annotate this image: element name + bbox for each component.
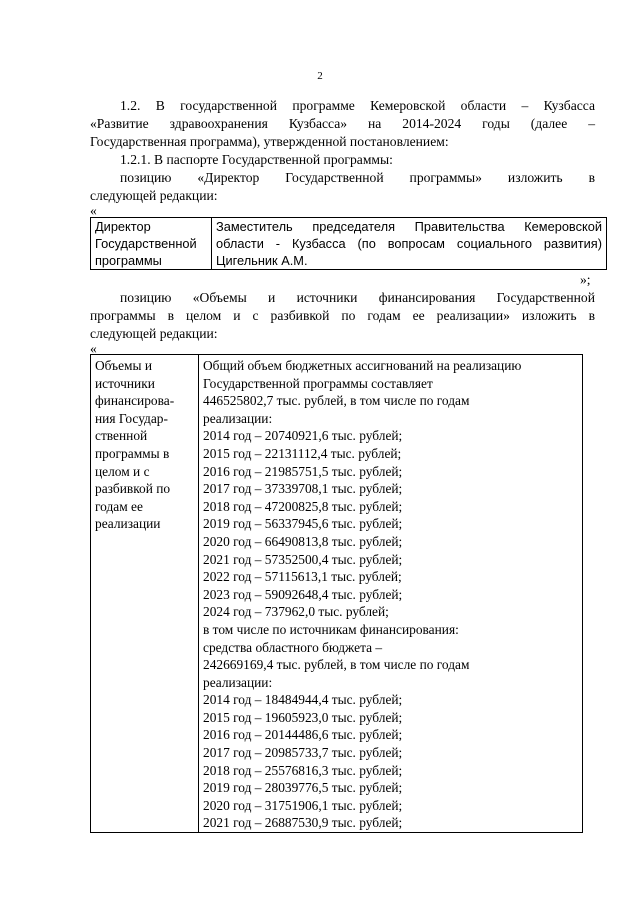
director-label-line: программы xyxy=(95,253,162,268)
volumes-value-line: 242669169,4 тыс. рублей, в том числе по годам xyxy=(203,657,470,673)
volumes-label-line: реализации xyxy=(95,516,161,532)
volumes-value-line: 2018 год – 47200825,8 тыс. рублей; xyxy=(203,498,403,514)
volumes-value-line: 2016 год – 21985751,5 тыс. рублей; xyxy=(203,463,403,479)
volumes-value-line: 446525802,7 тыс. рублей, в том числе по годам xyxy=(203,393,470,409)
volumes-table-label-cell xyxy=(91,355,199,833)
volumes-label-line: источники xyxy=(95,375,155,391)
volumes-value-line: 2015 год – 19605923,0 тыс. рублей; xyxy=(203,709,403,725)
volumes-label-line: ния Государ- xyxy=(95,410,168,426)
volumes-value-line: реализации: xyxy=(203,674,273,690)
para-director-line-1: позицию «Директор Государственной программы» изложить в xyxy=(120,170,595,185)
director-table xyxy=(90,217,607,270)
director-label-line: Государственной xyxy=(95,236,197,251)
volumes-value-line: 2021 год – 26887530,9 тыс. рублей; xyxy=(203,815,403,831)
volumes-value-line: 2014 год – 18484944,4 тыс. рублей; xyxy=(203,692,403,708)
volumes-label-line: разбивкой по xyxy=(95,481,171,497)
director-table-label-cell xyxy=(91,218,212,270)
volumes-label-line: годам ее xyxy=(95,498,143,514)
director-value-line: Заместитель председателя Правительства Кемеровской xyxy=(216,219,602,234)
volumes-value-line: реализации: xyxy=(203,410,273,426)
volumes-value-line: 2017 год – 20985733,7 тыс. рублей; xyxy=(203,745,403,761)
volumes-value-line: 2018 год – 25576816,3 тыс. рублей; xyxy=(203,762,403,778)
volumes-label-line: ственной xyxy=(95,428,148,444)
para-1-2-line-2: «Развитие здравоохранения Кузбасса» на 2014-2024 годы (далее – xyxy=(90,116,595,131)
volumes-value-line: Государственной программы составляет xyxy=(203,375,433,391)
volumes-value-line: 2016 год – 20144486,6 тыс. рублей; xyxy=(203,727,403,743)
director-table-row xyxy=(91,218,607,270)
volumes-value-line: 2019 год – 56337945,6 тыс. рублей; xyxy=(203,516,403,532)
volumes-table xyxy=(90,354,583,833)
volumes-value-line: 2017 год – 37339708,1 тыс. рублей; xyxy=(203,481,403,497)
volumes-value-line: 2023 год – 59092648,4 тыс. рублей; xyxy=(203,586,403,602)
para-volumes-line-1: позицию «Объемы и источники финансирования Государственной xyxy=(120,290,595,305)
para-volumes-line-2: программы в целом и с разбивкой по годам ее реализации» изложить в xyxy=(90,308,595,323)
volumes-label-line: целом и с xyxy=(95,463,150,479)
volumes-value-line: 2014 год – 20740921,6 тыс. рублей; xyxy=(203,428,403,444)
para-1-2-line-1: 1.2. В государственной программе Кемеровской области – Кузбасса xyxy=(120,98,595,113)
volumes-value-line: 2020 год – 66490813,8 тыс. рублей; xyxy=(203,533,403,549)
volumes-value-line: 2022 год – 57115613,1 тыс. рублей; xyxy=(203,569,402,585)
volumes-value-line: средства областного бюджета – xyxy=(203,639,383,655)
volumes-label-line: финансирова- xyxy=(95,393,175,409)
volumes-table-row xyxy=(91,355,583,833)
volumes-label-line: Объемы и xyxy=(95,358,153,373)
volumes-table-value-cell xyxy=(199,355,583,833)
volumes-value-line: 2019 год – 28039776,5 тыс. рублей; xyxy=(203,780,403,796)
volumes-value-line: 2020 год – 31751906,1 тыс. рублей; xyxy=(203,797,403,813)
para-1-2-line-3: Государственная программа), утвержденной постановлением: xyxy=(90,134,449,149)
volumes-value-line: 2015 год – 22131112,4 тыс. рублей; xyxy=(203,445,402,461)
close-quote-1: »; xyxy=(580,272,591,287)
para-director-line-2: следующей редакции: xyxy=(90,188,218,203)
page-number: 2 xyxy=(317,70,323,82)
director-value-line: Цигельник А.М. xyxy=(216,253,308,268)
director-value-line: области - Кузбасса (по вопросам социального развития) xyxy=(216,236,602,251)
open-quote-1: « xyxy=(90,203,97,218)
volumes-value-line: в том числе по источникам финансирования: xyxy=(203,621,459,637)
volumes-value-line: Общий объем бюджетных ассигнований на реализацию xyxy=(203,358,522,373)
para-1-2-1: 1.2.1. В паспорте Государственной программы: xyxy=(120,152,393,167)
director-label-line: Директор xyxy=(95,219,151,234)
volumes-value-line: 2024 год – 737962,0 тыс. рублей; xyxy=(203,604,389,620)
volumes-label-line: программы в xyxy=(95,445,170,461)
volumes-value-line: 2021 год – 57352500,4 тыс. рублей; xyxy=(203,551,403,567)
para-volumes-line-3: следующей редакции: xyxy=(90,326,218,341)
director-table-value-cell xyxy=(212,218,607,270)
open-quote-2: « xyxy=(90,341,97,356)
